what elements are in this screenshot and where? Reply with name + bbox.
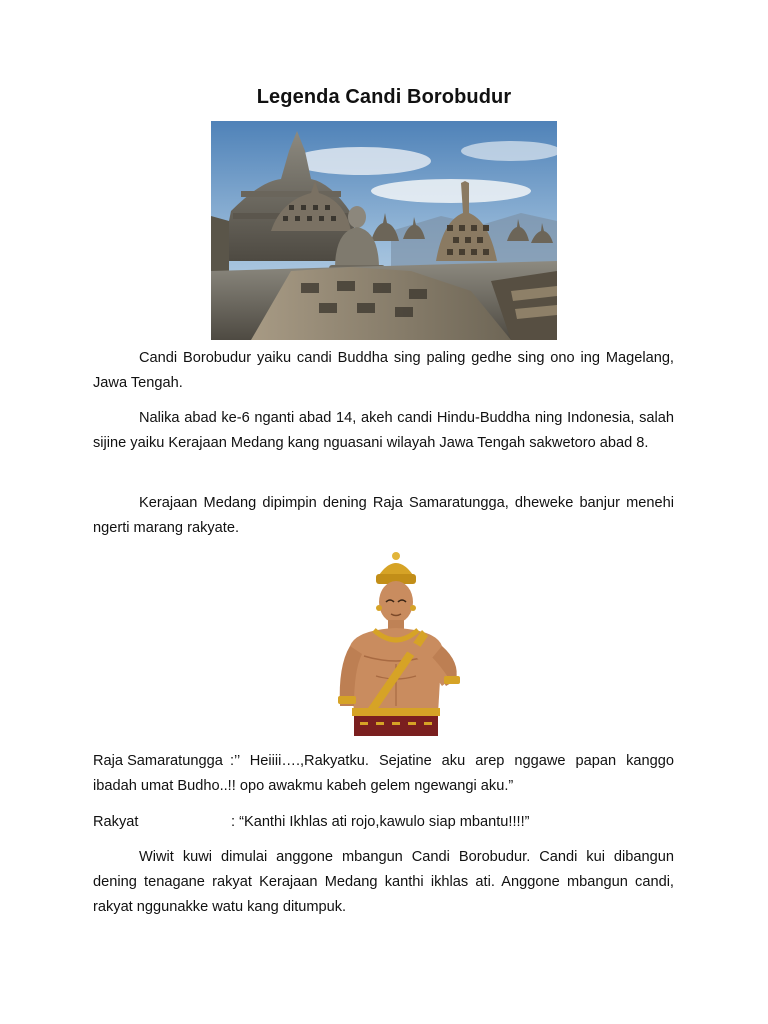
paragraph-2: Nalika abad ke-6 nganti abad 14, akeh candi Hindu-Buddha ning Indonesia, salah sijine yaiku Kerajaan Medang kang nguasani wilayah Jawa Tengah sakwetoro abad 8.	[93, 410, 674, 451]
document-title: Legenda Candi Borobudur	[256, 86, 512, 108]
dialogue-rakyat	[93, 810, 674, 835]
king-illustration	[246, 546, 544, 736]
dialogue-text: :’’ Heiiii….,Rakyatku. Sejatine aku arep nggawe papan kanggo ibadah umat Budho..!! opo awakmu kabeh gelem ngewangi aku.”	[93, 753, 674, 794]
borobudur-photo	[211, 121, 557, 340]
dialogue-text: : “Kanthi Ikhlas ati rojo,kawulo siap mbantu!!!!”	[231, 814, 530, 830]
paragraph-1: Candi Borobudur yaiku candi Buddha sing paling gedhe sing ono ing Magelang, Jawa Tengah.	[93, 350, 674, 391]
paragraph-closing: Wiwit kuwi dimulai anggone mbangun Candi Borobudur. Candi kui dibangun dening tenagane rakyat Kerajaan Medang kanthi ikhlas ati. Anggone mbangun candi, rakyat nggunakke watu kang ditumpuk.	[93, 849, 674, 915]
dialogue-speaker: Raja Samaratungga	[93, 753, 223, 769]
paragraph-3: Kerajaan Medang dipimpin dening Raja Samaratungga, dheweke banjur menehi ngerti marang rakyate.	[93, 495, 674, 536]
dialogue-speaker: Rakyat	[93, 814, 139, 830]
dialogue-raja	[93, 749, 674, 799]
